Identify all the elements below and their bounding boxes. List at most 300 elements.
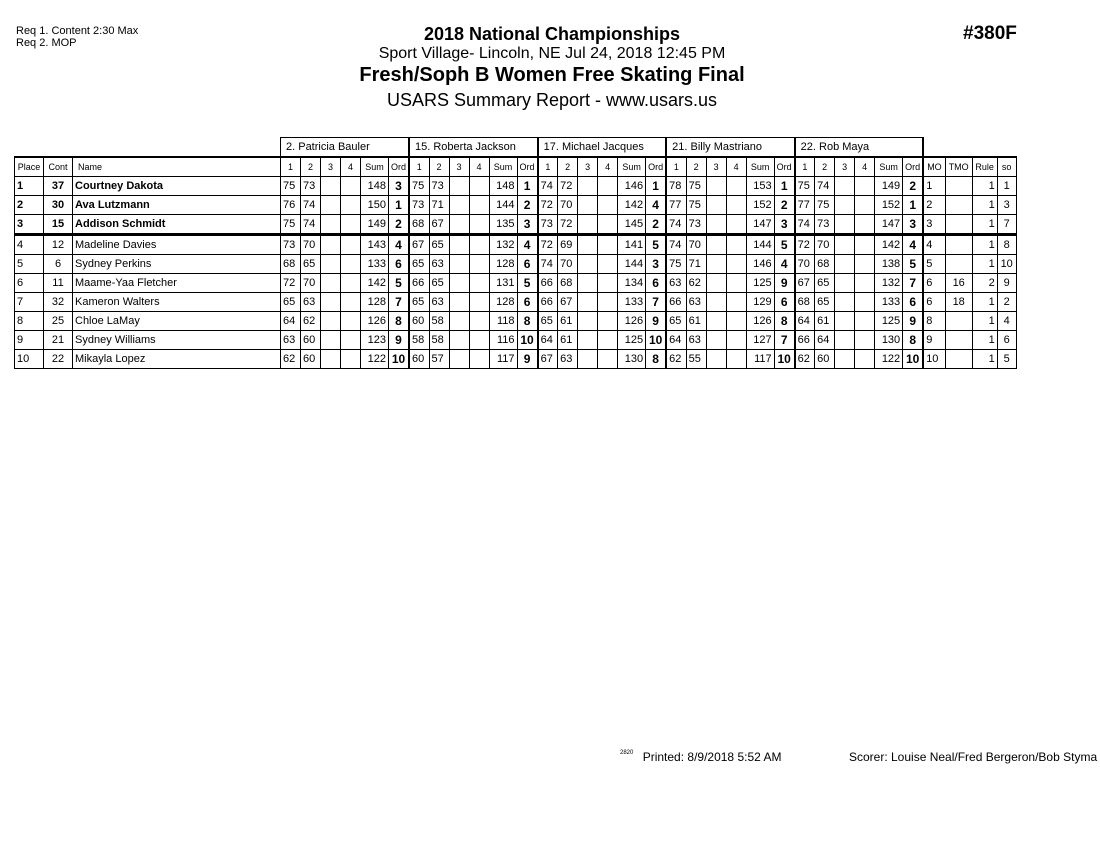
ordinal-cell: 2 [646, 215, 667, 235]
score-cell [706, 350, 726, 369]
sum-cell: 143 [361, 235, 389, 255]
score-cell [341, 293, 361, 312]
ordinal-cell: 9 [774, 274, 795, 293]
sum-cell: 150 [361, 196, 389, 215]
total-majority-ordinal-cell [945, 350, 972, 369]
score-cell: 67 [558, 293, 578, 312]
contestant-number-header: Cont [44, 157, 73, 177]
score-cell [321, 274, 341, 293]
score-cell [835, 235, 855, 255]
ordinal-cell: 10 [389, 350, 410, 369]
score-column-header: 2 [429, 157, 449, 177]
score-cell [706, 196, 726, 215]
score-cell: 70 [301, 274, 321, 293]
place-cell: 1 [15, 177, 44, 196]
score-cell [726, 331, 746, 350]
score-cell [726, 312, 746, 331]
score-cell [855, 293, 875, 312]
score-cell [341, 177, 361, 196]
score-cell [726, 177, 746, 196]
score-cell [706, 312, 726, 331]
sum-cell: 130 [875, 331, 903, 350]
ordinal-cell: 10 [646, 331, 667, 350]
score-cell [341, 235, 361, 255]
ordinal-cell: 3 [389, 177, 410, 196]
ordinal-cell: 10 [774, 350, 795, 369]
score-cell [449, 350, 469, 369]
score-cell [835, 196, 855, 215]
score-cell [706, 331, 726, 350]
score-cell: 62 [795, 350, 815, 369]
rule-cell: 1 [972, 350, 997, 369]
score-cell: 65 [666, 312, 686, 331]
score-cell: 64 [538, 331, 558, 350]
score-cell [341, 312, 361, 331]
place-cell: 4 [15, 235, 44, 255]
score-column-header: 3 [449, 157, 469, 177]
score-cell [835, 350, 855, 369]
score-cell: 63 [281, 331, 301, 350]
score-cell: 64 [281, 312, 301, 331]
contestant-number-cell: 11 [44, 274, 73, 293]
score-column-header: 2 [815, 157, 835, 177]
ordinal-cell: 7 [646, 293, 667, 312]
score-cell: 64 [815, 331, 835, 350]
score-column-header: 2 [558, 157, 578, 177]
score-cell: 61 [558, 312, 578, 331]
score-cell [598, 274, 618, 293]
score-cell [469, 274, 489, 293]
majority-ordinal-cell: 6 [923, 274, 945, 293]
score-cell [321, 255, 341, 274]
sum-cell: 133 [361, 255, 389, 274]
score-column-header: 4 [598, 157, 618, 177]
score-cell [578, 312, 598, 331]
rule-cell: 1 [972, 196, 997, 215]
tail-column-header: TMO [945, 157, 972, 177]
score-cell: 68 [409, 215, 429, 235]
ordinal-cell: 1 [774, 177, 795, 196]
sum-cell: 125 [875, 312, 903, 331]
score-cell: 74 [815, 177, 835, 196]
score-cell: 75 [281, 177, 301, 196]
score-cell: 58 [429, 312, 449, 331]
score-cell [855, 350, 875, 369]
score-cell: 66 [666, 293, 686, 312]
contestant-number-cell: 15 [44, 215, 73, 235]
sum-cell: 142 [361, 274, 389, 293]
total-majority-ordinal-cell [945, 215, 972, 235]
score-cell [341, 331, 361, 350]
score-column-header: 1 [409, 157, 429, 177]
sum-cell: 134 [618, 274, 646, 293]
score-cell [578, 235, 598, 255]
sum-cell: 126 [746, 312, 774, 331]
ordinal-cell: 3 [774, 215, 795, 235]
sum-cell: 116 [489, 331, 517, 350]
score-cell [726, 235, 746, 255]
event-number: #380F [963, 23, 1017, 44]
sum-cell: 144 [746, 235, 774, 255]
total-majority-ordinal-cell [945, 331, 972, 350]
score-column-header: Sum [746, 157, 774, 177]
score-cell [598, 196, 618, 215]
score-cell [706, 274, 726, 293]
score-column-header: 1 [666, 157, 686, 177]
score-cell [449, 312, 469, 331]
judge-header-row [15, 138, 1017, 158]
total-majority-ordinal-cell: 18 [945, 293, 972, 312]
sum-cell: 126 [618, 312, 646, 331]
score-cell: 64 [795, 312, 815, 331]
results-table [14, 137, 1017, 369]
ordinal-cell: 1 [646, 177, 667, 196]
score-cell: 66 [795, 331, 815, 350]
table-row [15, 312, 1017, 331]
sum-cell: 130 [618, 350, 646, 369]
sum-cell: 132 [875, 274, 903, 293]
score-cell [855, 235, 875, 255]
score-cell [598, 293, 618, 312]
ordinal-cell: 6 [517, 293, 538, 312]
name-header: Name [73, 157, 281, 177]
sum-cell: 131 [489, 274, 517, 293]
skating-order-cell: 8 [997, 235, 1016, 255]
score-cell [578, 196, 598, 215]
skater-name-cell: Mikayla Lopez [73, 350, 281, 369]
score-cell [598, 331, 618, 350]
score-cell [578, 350, 598, 369]
sum-cell: 138 [875, 255, 903, 274]
score-cell: 75 [686, 196, 706, 215]
score-cell: 63 [301, 293, 321, 312]
report-code: 2820 [620, 750, 634, 756]
score-cell [469, 215, 489, 235]
sum-cell: 128 [489, 255, 517, 274]
score-cell: 72 [795, 235, 815, 255]
score-cell: 70 [815, 235, 835, 255]
score-cell [469, 235, 489, 255]
score-cell [855, 255, 875, 274]
majority-ordinal-cell: 9 [923, 331, 945, 350]
score-column-header: Ord [903, 157, 924, 177]
table-row [15, 215, 1017, 235]
skating-order-cell: 4 [997, 312, 1016, 331]
sum-cell: 133 [875, 293, 903, 312]
score-cell: 68 [795, 293, 815, 312]
ordinal-cell: 4 [903, 235, 924, 255]
rule-cell: 1 [972, 293, 997, 312]
score-column-header: 4 [726, 157, 746, 177]
score-cell [598, 177, 618, 196]
total-majority-ordinal-cell [945, 312, 972, 331]
ordinal-cell: 1 [389, 196, 410, 215]
report-title: USARS Summary Report - www.usars.us [386, 90, 718, 110]
score-cell: 67 [429, 215, 449, 235]
sum-cell: 118 [489, 312, 517, 331]
sum-cell: 135 [489, 215, 517, 235]
score-cell: 62 [281, 350, 301, 369]
place-cell: 3 [15, 215, 44, 235]
score-cell [321, 293, 341, 312]
skating-order-cell: 3 [997, 196, 1016, 215]
ordinal-cell: 7 [903, 274, 924, 293]
score-cell: 71 [686, 255, 706, 274]
score-cell [706, 177, 726, 196]
event-title: Fresh/Soph B Women Free Skating Final [359, 64, 745, 86]
skater-name-cell: Madeline Davies [73, 235, 281, 255]
sum-cell: 141 [618, 235, 646, 255]
ordinal-cell: 3 [646, 255, 667, 274]
place-cell: 6 [15, 274, 44, 293]
score-cell [449, 215, 469, 235]
sum-cell: 122 [875, 350, 903, 369]
score-cell [469, 312, 489, 331]
score-cell: 64 [666, 331, 686, 350]
score-cell [598, 255, 618, 274]
score-cell [578, 274, 598, 293]
score-cell: 67 [409, 235, 429, 255]
sum-cell: 117 [489, 350, 517, 369]
majority-ordinal-cell: 2 [923, 196, 945, 215]
score-cell: 63 [686, 293, 706, 312]
score-column-header: 2 [301, 157, 321, 177]
score-cell [341, 196, 361, 215]
score-cell [855, 196, 875, 215]
score-cell: 73 [429, 177, 449, 196]
score-cell [321, 350, 341, 369]
rule-cell: 1 [972, 331, 997, 350]
score-cell [726, 293, 746, 312]
sum-cell: 148 [361, 177, 389, 196]
score-cell [855, 274, 875, 293]
score-cell: 73 [686, 215, 706, 235]
score-cell: 58 [429, 331, 449, 350]
score-column-header: Sum [875, 157, 903, 177]
score-cell: 70 [795, 255, 815, 274]
score-column-header: 3 [706, 157, 726, 177]
skating-order-cell: 5 [997, 350, 1016, 369]
sum-cell: 146 [746, 255, 774, 274]
place-cell: 5 [15, 255, 44, 274]
sum-cell: 142 [618, 196, 646, 215]
score-cell [449, 255, 469, 274]
score-cell: 68 [558, 274, 578, 293]
score-cell [855, 312, 875, 331]
rule-cell: 1 [972, 255, 997, 274]
score-cell [598, 235, 618, 255]
score-cell: 65 [815, 293, 835, 312]
score-cell [835, 177, 855, 196]
score-cell [835, 215, 855, 235]
sum-cell: 153 [746, 177, 774, 196]
rule-cell: 1 [972, 235, 997, 255]
sum-cell: 148 [489, 177, 517, 196]
score-cell: 66 [409, 274, 429, 293]
score-cell: 65 [429, 235, 449, 255]
score-cell: 78 [666, 177, 686, 196]
score-cell: 74 [666, 235, 686, 255]
score-cell [835, 255, 855, 274]
location-date: Sport Village- Lincoln, NE Jul 24, 2018 12:45 PM [378, 45, 726, 62]
score-cell: 72 [558, 215, 578, 235]
sum-cell: 152 [746, 196, 774, 215]
score-cell: 63 [429, 293, 449, 312]
score-cell: 60 [301, 331, 321, 350]
ordinal-cell: 6 [774, 293, 795, 312]
ordinal-cell: 8 [389, 312, 410, 331]
score-cell [469, 255, 489, 274]
score-cell [321, 215, 341, 235]
column-header-row [15, 157, 1017, 177]
skating-order-cell: 7 [997, 215, 1016, 235]
sum-cell: 125 [746, 274, 774, 293]
ordinal-cell: 5 [646, 235, 667, 255]
score-column-header: Ord [517, 157, 538, 177]
requirement-line: Req 2. MOP [16, 37, 77, 49]
score-column-header: 3 [578, 157, 598, 177]
score-cell [855, 331, 875, 350]
majority-ordinal-cell: 10 [923, 350, 945, 369]
score-cell: 74 [301, 215, 321, 235]
score-column-header: 1 [795, 157, 815, 177]
majority-ordinal-cell: 6 [923, 293, 945, 312]
ordinal-cell: 5 [517, 274, 538, 293]
sum-cell: 144 [618, 255, 646, 274]
score-cell: 69 [558, 235, 578, 255]
skating-order-cell: 10 [997, 255, 1016, 274]
score-cell: 70 [558, 196, 578, 215]
skater-name-cell: Ava Lutzmann [73, 196, 281, 215]
score-cell: 60 [409, 350, 429, 369]
score-cell: 77 [666, 196, 686, 215]
score-cell [726, 196, 746, 215]
score-cell: 55 [686, 350, 706, 369]
sum-cell: 126 [361, 312, 389, 331]
sum-cell: 152 [875, 196, 903, 215]
place-cell: 9 [15, 331, 44, 350]
skater-name-cell: Addison Schmidt [73, 215, 281, 235]
ordinal-cell: 9 [517, 350, 538, 369]
score-cell: 75 [815, 196, 835, 215]
score-cell [835, 312, 855, 331]
header-spacer [923, 138, 1016, 158]
score-column-header: 4 [855, 157, 875, 177]
sum-cell: 142 [875, 235, 903, 255]
sum-cell: 128 [361, 293, 389, 312]
ordinal-cell: 2 [389, 215, 410, 235]
requirement-line: Req 1. Content 2:30 Max [16, 25, 139, 37]
score-cell [449, 293, 469, 312]
score-cell: 65 [301, 255, 321, 274]
score-cell [321, 235, 341, 255]
score-cell: 75 [281, 215, 301, 235]
table-row [15, 177, 1017, 196]
contestant-number-cell: 30 [44, 196, 73, 215]
score-cell: 75 [409, 177, 429, 196]
majority-ordinal-cell: 8 [923, 312, 945, 331]
score-cell: 61 [815, 312, 835, 331]
skating-order-cell: 2 [997, 293, 1016, 312]
sum-cell: 149 [361, 215, 389, 235]
ordinal-cell: 10 [517, 331, 538, 350]
score-column-header: Ord [774, 157, 795, 177]
table-row [15, 293, 1017, 312]
score-cell: 75 [686, 177, 706, 196]
sum-cell: 147 [875, 215, 903, 235]
score-cell: 75 [666, 255, 686, 274]
ordinal-cell: 2 [774, 196, 795, 215]
printed-date: Printed: 8/9/2018 5:52 AM [642, 750, 782, 764]
skater-name-cell: Kameron Walters [73, 293, 281, 312]
score-cell: 74 [538, 177, 558, 196]
contestant-number-cell: 32 [44, 293, 73, 312]
score-cell [726, 215, 746, 235]
score-cell: 62 [301, 312, 321, 331]
score-cell: 76 [281, 196, 301, 215]
score-cell [321, 312, 341, 331]
ordinal-cell: 10 [903, 350, 924, 369]
ordinal-cell: 7 [389, 293, 410, 312]
majority-ordinal-cell: 3 [923, 215, 945, 235]
judge-name: 15. Roberta Jackson [409, 138, 538, 158]
score-cell: 71 [429, 196, 449, 215]
score-cell: 75 [795, 177, 815, 196]
ordinal-cell: 6 [389, 255, 410, 274]
score-cell: 74 [666, 215, 686, 235]
header-spacer [15, 138, 281, 158]
score-cell: 72 [538, 196, 558, 215]
ordinal-cell: 3 [903, 215, 924, 235]
score-cell [321, 196, 341, 215]
skater-name-cell: Chloe LaMay [73, 312, 281, 331]
score-cell [706, 255, 726, 274]
score-cell [469, 196, 489, 215]
table-row [15, 235, 1017, 255]
score-cell [469, 331, 489, 350]
score-cell [578, 177, 598, 196]
ordinal-cell: 8 [774, 312, 795, 331]
tail-column-header: MO [923, 157, 945, 177]
score-column-header: 3 [835, 157, 855, 177]
score-cell [469, 350, 489, 369]
score-cell: 63 [558, 350, 578, 369]
score-cell: 65 [409, 255, 429, 274]
score-cell [449, 235, 469, 255]
rule-cell: 1 [972, 215, 997, 235]
score-cell [598, 215, 618, 235]
ordinal-cell: 6 [517, 255, 538, 274]
score-cell: 60 [409, 312, 429, 331]
sum-cell: 129 [746, 293, 774, 312]
scorer-info: Scorer: Louise Neal/Fred Bergeron/Bob Styma [849, 750, 1098, 764]
score-cell: 73 [409, 196, 429, 215]
ordinal-cell: 1 [903, 196, 924, 215]
ordinal-cell: 9 [389, 331, 410, 350]
ordinal-cell: 2 [903, 177, 924, 196]
score-cell: 65 [815, 274, 835, 293]
table-row [15, 331, 1017, 350]
score-cell: 67 [538, 350, 558, 369]
sum-cell: 145 [618, 215, 646, 235]
score-column-header: 2 [686, 157, 706, 177]
ordinal-cell: 1 [517, 177, 538, 196]
ordinal-cell: 8 [646, 350, 667, 369]
rule-cell: 1 [972, 177, 997, 196]
score-cell: 60 [815, 350, 835, 369]
score-column-header: Sum [489, 157, 517, 177]
table-row [15, 196, 1017, 215]
